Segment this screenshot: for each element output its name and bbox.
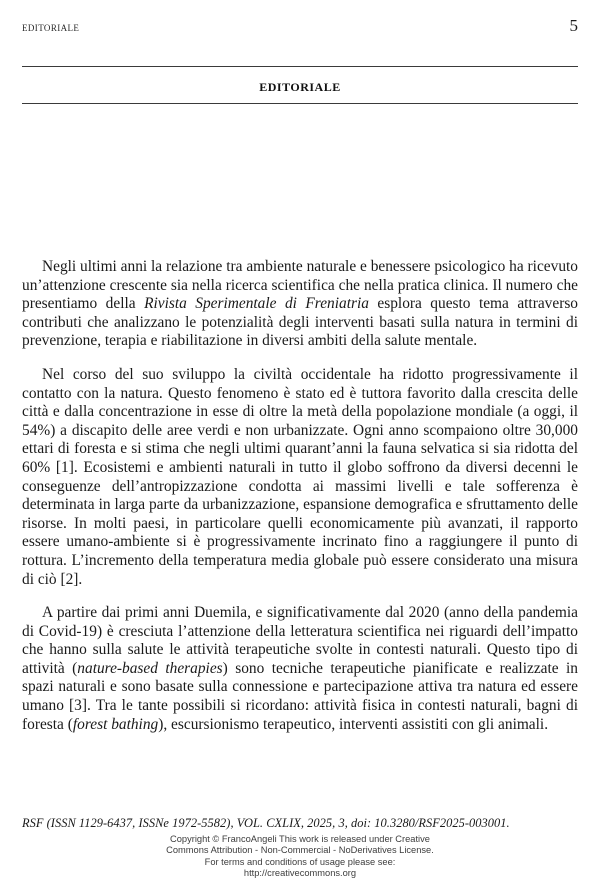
paragraph-2 <box>22 366 578 589</box>
copyright-line: Copyright © FrancoAngeli This work is released under Creative <box>170 834 430 844</box>
text-run: ) sono tecniche terapeutiche pianificate e realizzate in spazi naturali e sono basate sulla connessione e partecipazione attiva tra natura ed essere umano [3]. Tra le tante possibili si ricordano: attività fisica in contesti naturali, bagni di foresta ( <box>22 659 578 733</box>
copyright-block <box>22 834 578 880</box>
page-title: editoriale <box>259 76 341 95</box>
text-run: A partire dai primi anni Duemila, e significativamente dal 2020 (anno della pandemia di Covid-19) è cresciuta l’attenzione della letteratura scientifica nei riguardi dell’impatto che hanno sulla salute le attività terapeutiche svolte in contesti naturali. Questo tipo di attività ( <box>22 604 578 677</box>
text-run: esplora questo tema attraverso contributi che analizzano le potenzialità degli interventi basati sulla natura in termini di prevenzione, terapia e riabilitazione in diversi ambiti della salute mentale. <box>22 295 578 350</box>
running-head-title: editoriale <box>22 20 80 34</box>
citation-line: RSF (ISSN 1129-6437, ISSNe 1972-5582), VOL. CXLIX, 2025, 3, doi: 10.3280/RSF2025-003001. <box>22 816 510 830</box>
paragraph-1 <box>22 258 578 351</box>
page-footer <box>22 816 578 880</box>
text-run: Nel corso del suo sviluppo la civiltà occidentale ha ridotto progressivamente il contatto con la natura. Questo fenomeno è stato ed è tuttora favorito dalla crescita delle città e dalla concentrazione in esse di oltre la metà della popolazione mondiale (a oggi, il 54%) a discapito delle aree verdi e non urbanizzate. Ogni anno scompaiono oltre 30,000 ettari di foresta e si stima che negli ultimi quarant’anni la fauna selvatica si sia ridotta del 60% [1]. Ecosistemi e ambienti naturali in tutto il globo soffrono da diversi decenni le conseguenze dell’antropizzazione condotta ai massimi livelli e tale sofferenza è determinata in larga parte da urbanizzazione, espansione demografica e sfruttamento delle risorse. In molti paesi, in particolare quelli economicamente più avanzati, il rapporto essere umano-ambiente si è progressivamente incrinato fino a raggiungere il punto di rottura. L’incremento della temperatura media globale può essere considerato una misura di ciò [2]. <box>22 365 578 588</box>
article-body <box>22 258 578 734</box>
paragraph-3 <box>22 604 578 734</box>
copyright-line: For terms and conditions of usage please see: <box>204 856 396 867</box>
text-run: Negli ultimi anni la relazione tra ambiente naturale e benessere psicologico ha ricevuto un’attenzione crescente sia nella ricerca scientifica che nella pratica clinica. Il numero che presentiamo della <box>22 258 578 313</box>
italic-run: nature-based therapies <box>77 659 223 677</box>
italic-run: forest bathing <box>72 715 159 733</box>
horizontal-rule-top <box>22 66 578 67</box>
italic-run: Rivista Sperimentale di Freniatria <box>144 295 369 313</box>
text-run: ), escursionismo terapeutico, interventi assistiti con gli animali. <box>158 715 549 733</box>
license-url[interactable]: http://creativecommons.org <box>243 868 357 879</box>
page-number: 5 <box>569 16 578 35</box>
horizontal-rule-bottom <box>22 103 578 104</box>
copyright-line: Commons Attribution - Non-Commercial - NoDerivatives License. <box>166 845 434 856</box>
running-header <box>22 16 578 36</box>
